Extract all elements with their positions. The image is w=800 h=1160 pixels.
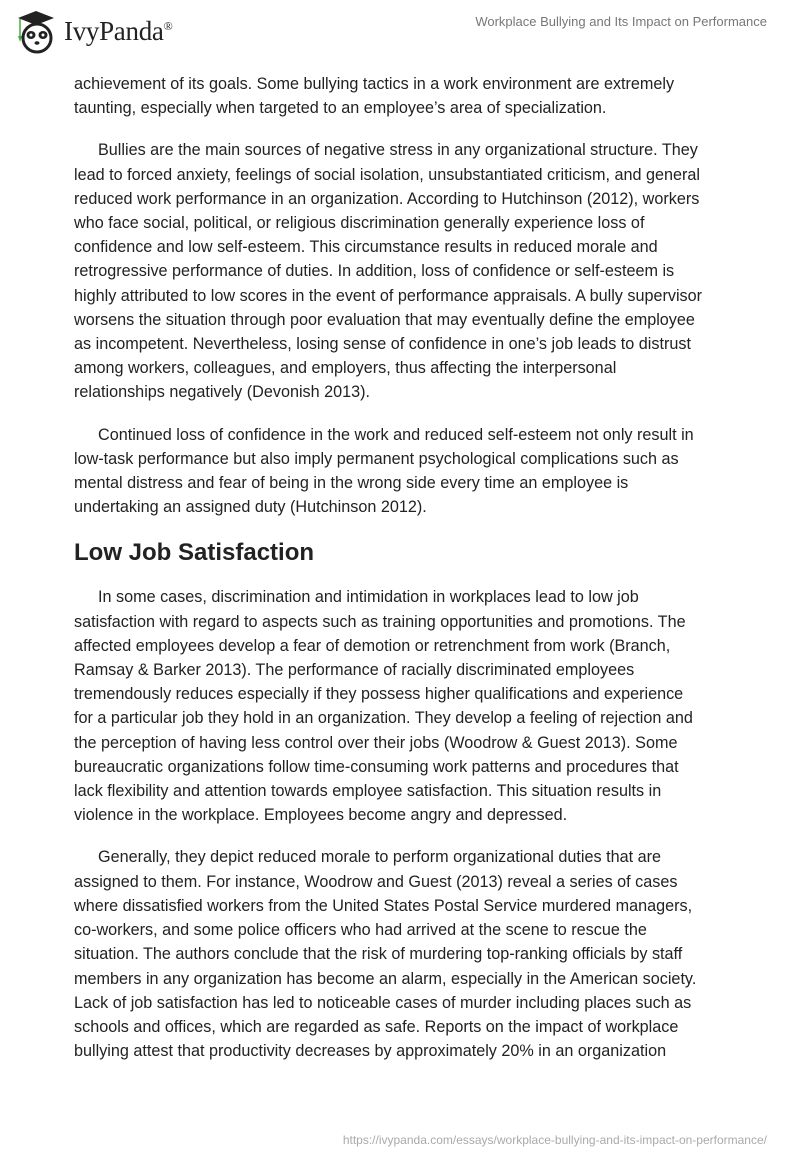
text-line: as incompetent. Nevertheless, losing sense of confidence in one’s job leads to distrust	[74, 335, 691, 354]
text-line: highly attributed to low scores in the event of performance appraisals. A bully supervisor	[74, 286, 703, 305]
paragraph	[74, 585, 734, 827]
text-line: undertaking an assigned duty (Hutchinson 2012).	[74, 498, 427, 517]
text-line: retrogressive performance of duties. In addition, loss of confidence or self-esteem is	[74, 262, 675, 281]
text-line: who face social, political, or religious discrimination generally experience loss of	[74, 214, 645, 233]
text-line: mental distress and fear of being in the wrong side every time an employee is	[74, 474, 629, 493]
text-line: worsens the situation through poor evaluation that may eventually define the employee	[74, 310, 695, 329]
text-line: bullying attest that productivity decreases by approximately 20% in an organization	[74, 1042, 667, 1061]
text-line: Ramsay & Barker 2013). The performance of racially discriminated employees	[74, 661, 635, 680]
text-line: taunting, especially when targeted to an employee’s area of specialization.	[74, 99, 607, 118]
registered-mark: ®	[163, 18, 173, 33]
text-line: Generally, they depict reduced morale to perform organizational duties that are	[98, 848, 661, 867]
ivypanda-logo[interactable]	[14, 8, 172, 54]
text-line: situation. The authors conclude that the risk of murdering top-ranking officials by staff	[74, 945, 683, 964]
text-line: affected employees develop a fear of demotion or retrenchment from work (Branch,	[74, 636, 671, 655]
text-line: lack flexibility and attention towards employee satisfaction. This situation results in	[74, 782, 662, 801]
paragraph	[74, 138, 734, 404]
text-line: achievement of its goals. Some bullying tactics in a work environment are extremely	[74, 75, 675, 93]
text-line: lead to forced anxiety, feelings of social isolation, unsubstantiated criticism, and general	[74, 165, 700, 184]
text-line: Bullies are the main sources of negative stress in any organizational structure. They	[98, 141, 698, 160]
text-line: bureaucratic organizations follow time-consuming work patterns and procedures that	[74, 757, 679, 776]
paragraph-group-1	[74, 72, 734, 519]
text-line: among workers, colleagues, and employers, thus affecting the interpersonal	[74, 359, 617, 378]
text-line: co-workers, and some police officers who had arrived at the scene to rescue the	[74, 921, 647, 940]
footer-url[interactable]: https://ivypanda.com/essays/workplace-bullying-and-its-impact-on-performance/	[342, 1133, 767, 1147]
text-line: satisfaction with regard to aspects such as training opportunities and promotions. The	[74, 612, 686, 631]
panda-logo-icon	[14, 8, 58, 54]
text-line: In some cases, discrimination and intimidation in workplaces lead to low job	[98, 588, 639, 607]
article-body	[74, 72, 734, 1081]
paragraph	[74, 423, 734, 520]
text-line: Continued loss of confidence in the work and reduced self-esteem not only result in	[98, 425, 694, 444]
text-line: where dissatisfied workers from the United States Postal Service murdered managers,	[74, 896, 693, 915]
paragraph	[74, 72, 734, 120]
paragraph	[74, 845, 734, 1063]
paragraph-group-2	[74, 585, 734, 1063]
text-line: the perception of having less control over their jobs (Woodrow & Guest 2013). Some	[74, 733, 678, 752]
text-line: relationships negatively (Devonish 2013).	[74, 383, 371, 402]
text-line: assigned to them. For instance, Woodrow and Guest (2013) reveal a series of cases	[74, 872, 678, 891]
logo-text: IvyPanda	[64, 15, 164, 46]
text-line: reduced work performance in an organization. According to Hutchinson (2012), workers	[74, 189, 700, 208]
section-heading: Low Job Satisfaction	[74, 539, 315, 567]
text-line: Lack of job satisfaction has led to noticeable cases of murder including places such as	[74, 993, 692, 1012]
text-line: low-task performance but also imply permanent psychological complications such as	[74, 449, 679, 468]
text-line: violence in the workplace. Employees become angry and depressed.	[74, 806, 568, 825]
text-line: confidence and low self-esteem. This circumstance results in reduced morale and	[74, 238, 658, 257]
text-line: schools and offices, which are regarded as safe. Reports on the impact of workplace	[74, 1017, 679, 1036]
text-line: for a particular job they hold in an organization. They develop a feeling of rejection and	[74, 709, 693, 728]
text-line: members in any organization has become an alarm, especially in the American society.	[74, 969, 697, 988]
document-title: Workplace Bullying and Its Impact on Performance	[475, 14, 767, 29]
text-line: tremendously reduces especially if they possess higher qualifications and experience	[74, 685, 684, 704]
